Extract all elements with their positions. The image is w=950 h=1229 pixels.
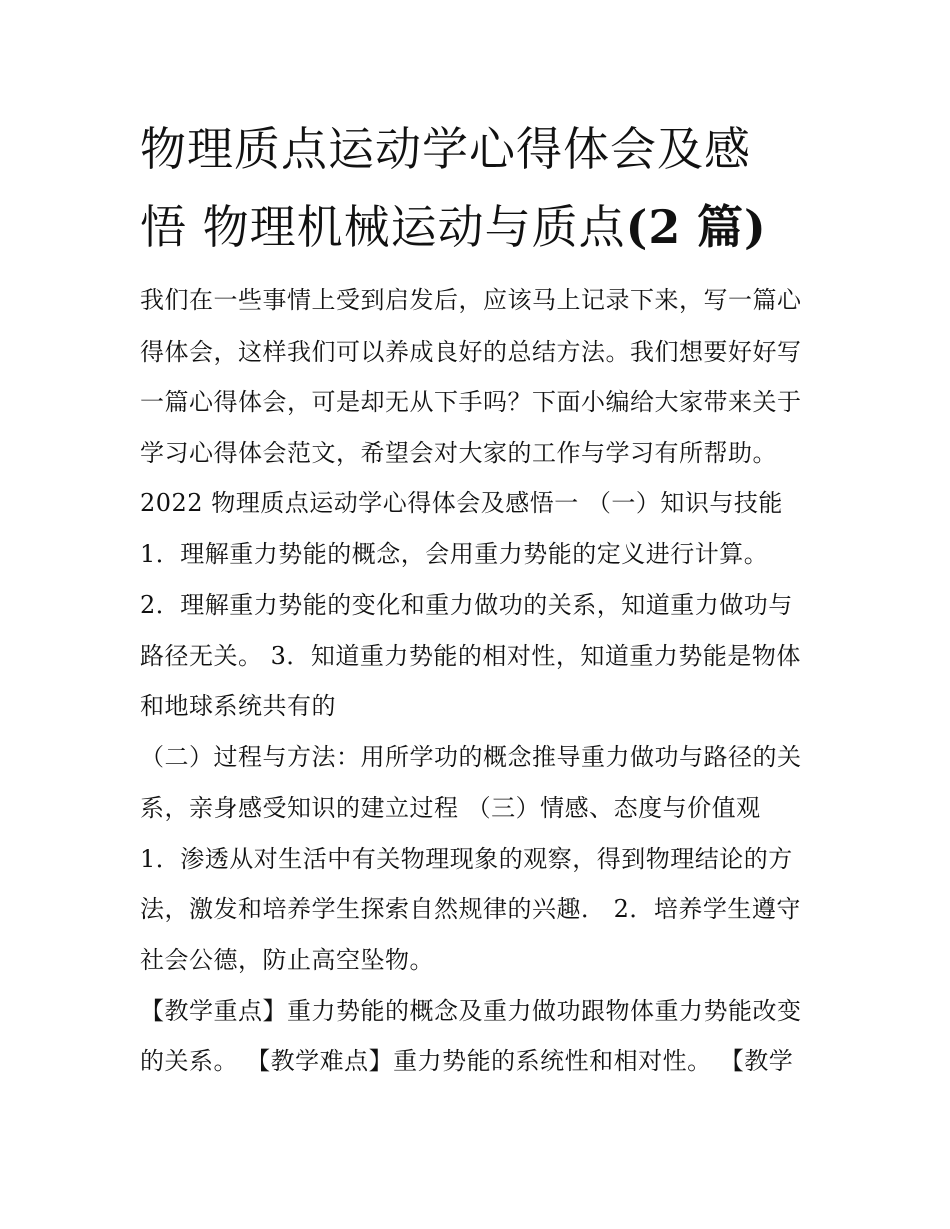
body-line-7: 2．理解重力势能的变化和重力做功的关系，知道重力做功与 <box>140 591 793 619</box>
document-title <box>140 110 820 266</box>
body-line-1: 我们在一些事情上受到启发后，应该马上记录下来，写一篇心 <box>140 286 802 314</box>
body-line-2: 得体会，这样我们可以养成良好的总结方法。我们想要好好写 <box>140 338 802 366</box>
body-line-13: 法，激发和培养学生探索自然规律的兴趣． 2．培养学生遵守 <box>140 895 801 923</box>
body-line-8: 路径无关。 3．知道重力势能的相对性，知道重力势能是物体 <box>140 642 801 670</box>
body-line-9: 和地球系统共有的 <box>140 692 336 720</box>
body-line-11: 系，亲身感受知识的建立过程 （三）情感、态度与价值观 <box>140 794 761 822</box>
title-line-1: 物理质点运动学心得体会及感 <box>140 122 751 176</box>
title-line-2-suffix: 篇) <box>697 200 767 254</box>
body-line-14: 社会公德，防止高空坠物。 <box>140 946 434 974</box>
body-line-3: 一篇心得体会，可是却无从下手吗？下面小编给大家带来关于 <box>140 388 802 416</box>
body-line-5: 2022 物理质点运动学心得体会及感悟一 （一）知识与技能 <box>140 489 783 517</box>
body-line-12: 1．渗透从对生活中有关物理现象的观察，得到物理结论的方 <box>140 845 793 873</box>
body-line-15: 【教学重点】重力势能的概念及重力做功跟物体重力势能改变 <box>140 997 802 1025</box>
body-line-4: 学习心得体会范文，希望会对大家的工作与学习有所帮助。 <box>140 439 777 467</box>
body-line-10: （二）过程与方法：用所学功的概念推导重力做功与路径的关 <box>140 743 802 771</box>
body-line-6: 1．理解重力势能的概念，会用重力势能的定义进行计算。 <box>140 540 769 568</box>
title-line-2-text: 悟 物理机械运动与质点 <box>140 200 626 254</box>
body-line-16: 的关系。 【教学难点】重力势能的系统性和相对性。 【教学 <box>140 1047 794 1075</box>
title-line-2 <box>140 188 820 266</box>
title-line-2-number: (2 <box>625 200 682 254</box>
